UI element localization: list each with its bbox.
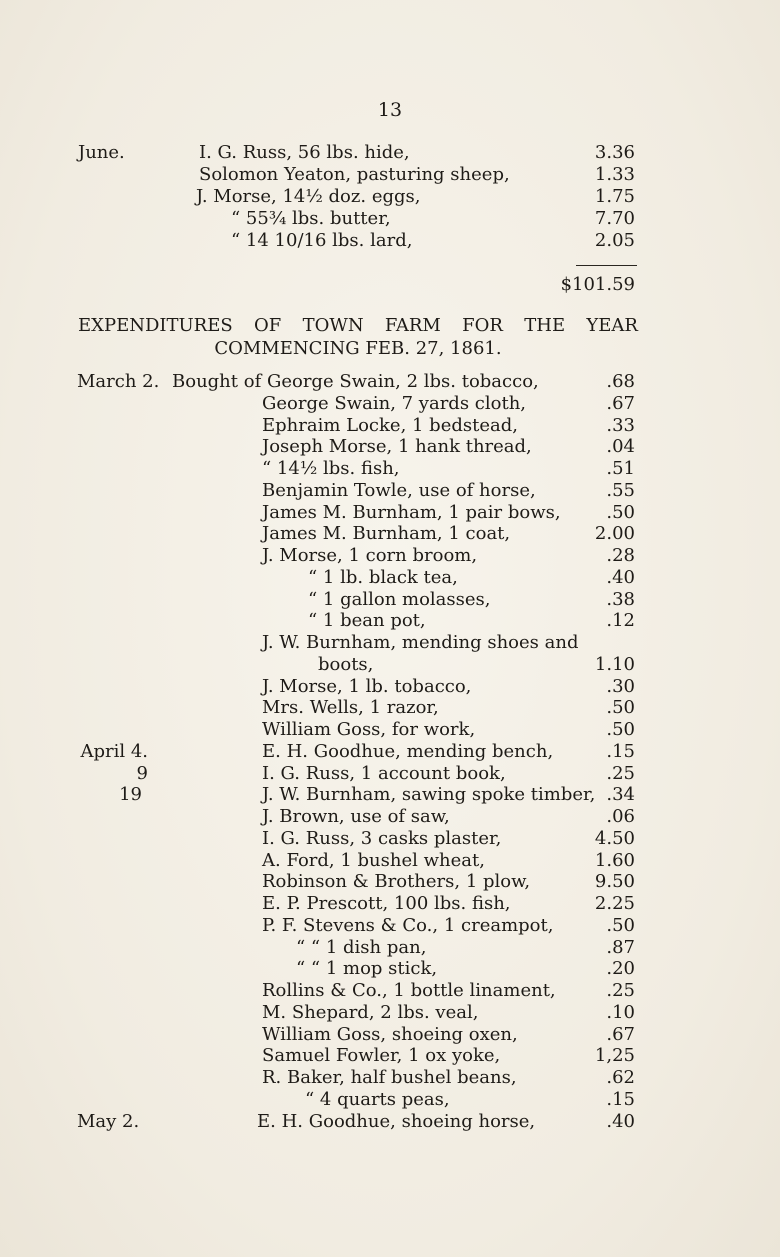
expenditure-text: M. Shepard, 2 lbs. veal,: [262, 1001, 479, 1023]
expenditure-row: [0, 610, 780, 632]
expenditure-row: [0, 1089, 780, 1111]
expenditure-row: [0, 958, 780, 980]
expenditure-row: [0, 393, 780, 415]
expenditure-row: [0, 545, 780, 567]
expenditure-date: 9: [136, 762, 148, 784]
income-row: [0, 164, 780, 186]
expenditure-text: Robinson & Brothers, 1 plow,: [262, 871, 531, 893]
income-text: I. G. Russ, 56 lbs. hide,: [199, 142, 410, 163]
expenditure-row: [0, 1024, 780, 1046]
expenditure-amount: .55: [606, 479, 635, 501]
income-row: [0, 186, 780, 208]
expenditure-amount: .25: [606, 980, 635, 1001]
expenditure-row: [0, 937, 780, 959]
expenditure-row: [0, 436, 780, 458]
expenditure-amount: .28: [606, 545, 635, 566]
expenditure-amount: .38: [606, 588, 635, 610]
expenditure-row: [0, 502, 780, 524]
income-amount: 1.33: [594, 164, 635, 185]
expenditure-row: [0, 480, 780, 502]
expenditure-row: [0, 632, 780, 654]
income-text: “ 14 10/16 lbs. lard,: [231, 230, 413, 251]
expenditure-text: J. W. Burnham, sawing spoke timber,: [262, 784, 596, 806]
expenditure-row: [0, 915, 780, 937]
income-total: $101.59: [560, 274, 635, 295]
expenditure-text: E. P. Prescott, 100 lbs. fish,: [262, 893, 511, 914]
expenditure-text: I. G. Russ, 3 casks plaster,: [262, 827, 502, 849]
expenditure-amount: .20: [606, 958, 635, 980]
income-text: J. Morse, 14½ doz. eggs,: [196, 186, 421, 207]
expenditure-row: [0, 654, 780, 676]
expenditure-text: James M. Burnham, 1 pair bows,: [262, 501, 561, 523]
expenditure-amount: .40: [606, 566, 635, 588]
expenditure-row: [0, 371, 780, 393]
expenditure-row: [0, 871, 780, 893]
expenditure-row: [0, 850, 780, 872]
expenditure-row: [0, 1045, 780, 1067]
expenditure-amount: 1.60: [594, 849, 635, 871]
expenditure-row: [0, 523, 780, 545]
income-row: [0, 208, 780, 230]
expenditure-row: [0, 458, 780, 480]
expenditure-date: 19: [119, 784, 142, 806]
expenditure-amount: .50: [606, 719, 635, 740]
expenditure-text: William Goss, shoeing oxen,: [262, 1023, 518, 1045]
expenditure-amount: .67: [606, 392, 635, 414]
expenditure-text: “ 14½ lbs. fish,: [262, 458, 400, 479]
expenditure-text: “ “ 1 dish pan,: [296, 936, 427, 958]
expenditure-amount: .62: [606, 1067, 635, 1088]
expenditure-text: Ephraim Locke, 1 bedstead,: [262, 414, 518, 436]
expenditure-amount: .25: [606, 762, 635, 784]
expenditure-text: Benjamin Towle, use of horse,: [262, 479, 536, 501]
expenditure-text: E. H. Goodhue, mending bench,: [262, 740, 554, 762]
expenditure-amount: .50: [606, 501, 635, 523]
expenditure-amount: .67: [606, 1023, 635, 1045]
expenditure-text: P. F. Stevens & Co., 1 creampot,: [262, 914, 554, 936]
expenditure-amount: 2.00: [594, 523, 635, 545]
expenditure-row: [0, 415, 780, 437]
expenditure-row: [0, 806, 780, 828]
income-total-row: [0, 274, 780, 296]
expenditure-amount: .30: [606, 675, 635, 697]
expenditure-row: [0, 1067, 780, 1089]
expenditure-text: Joseph Morse, 1 hank thread,: [262, 436, 532, 458]
expenditure-amount: 2.25: [594, 893, 635, 914]
expenditure-text: Samuel Fowler, 1 ox yoke,: [262, 1045, 501, 1067]
expenditure-row: [0, 697, 780, 719]
expenditure-amount: 4.50: [594, 827, 635, 849]
income-date: June.: [78, 142, 125, 163]
expenditure-text: E. H. Goodhue, shoeing horse,: [257, 1110, 536, 1132]
expenditure-text: George Swain, 7 yards cloth,: [262, 392, 527, 414]
expenditure-text: “ 1 bean pot,: [308, 610, 426, 632]
expenditure-text: R. Baker, half bushel beans,: [262, 1067, 517, 1088]
income-amount: 2.05: [594, 230, 635, 251]
expenditure-text: Bought of George Swain, 2 lbs. tobacco,: [172, 371, 539, 392]
expenditure-amount: .33: [606, 414, 635, 436]
expenditure-text: William Goss, for work,: [262, 719, 476, 740]
expenditure-date: March 2.: [77, 371, 160, 392]
expenditure-amount: .04: [606, 436, 635, 458]
expenditure-text: Rollins & Co., 1 bottle linament,: [262, 980, 556, 1001]
section-heading: EXPENDITURES OF TOWN FARM FOR THE YEAR: [78, 315, 638, 336]
income-text: “ 55¾ lbs. butter,: [231, 208, 391, 229]
expenditure-amount: .34: [606, 784, 635, 806]
expenditure-text: J. Morse, 1 lb. tobacco,: [262, 675, 472, 697]
expenditure-amount: 1.10: [594, 653, 635, 675]
expenditure-text: Mrs. Wells, 1 razor,: [262, 697, 439, 719]
expenditure-row: [0, 567, 780, 589]
expenditure-amount: .12: [606, 610, 635, 632]
expenditure-text: A. Ford, 1 bushel wheat,: [262, 849, 485, 871]
expenditure-text: J. W. Burnham, mending shoes and: [262, 632, 579, 653]
expenditure-row: [0, 719, 780, 741]
expenditure-text: J. Brown, use of saw,: [262, 806, 450, 827]
expenditure-amount: .50: [606, 914, 635, 936]
expenditure-text: I. G. Russ, 1 account book,: [262, 762, 506, 784]
expenditure-amount: .10: [606, 1001, 635, 1023]
expenditure-text: “ 1 gallon molasses,: [308, 588, 491, 610]
income-amount: 7.70: [594, 208, 635, 229]
expenditure-amount: .40: [606, 1110, 635, 1132]
expenditure-row: [0, 589, 780, 611]
expenditure-amount: 9.50: [594, 871, 635, 893]
expenditure-amount: .68: [606, 371, 635, 392]
expenditure-text: J. Morse, 1 corn broom,: [262, 545, 478, 566]
expenditure-row: [0, 1002, 780, 1024]
income-amount: 3.36: [594, 142, 635, 163]
expenditure-amount: .15: [606, 740, 635, 762]
section-subheading: COMMENCING FEB. 27, 1861.: [214, 338, 502, 359]
income-amount: 1.75: [594, 186, 635, 207]
expenditure-row: [0, 784, 780, 806]
expenditure-date: April 4.: [80, 740, 148, 762]
expenditure-row: [0, 1111, 780, 1133]
page-number: 13: [377, 99, 403, 121]
expenditure-amount: 1,25: [594, 1045, 635, 1067]
income-text: Solomon Yeaton, pasturing sheep,: [199, 164, 510, 185]
expenditure-row: [0, 763, 780, 785]
expenditure-row: [0, 893, 780, 915]
income-row: [0, 142, 780, 164]
expenditure-row: [0, 828, 780, 850]
income-row: [0, 230, 780, 252]
expenditure-amount: .06: [606, 806, 635, 827]
expenditure-amount: .51: [606, 458, 635, 479]
expenditure-text: “ 4 quarts peas,: [305, 1088, 450, 1110]
expenditure-text: “ 1 lb. black tea,: [308, 566, 458, 588]
expenditure-text: “ “ 1 mop stick,: [296, 958, 438, 980]
expenditure-row: [0, 676, 780, 698]
expenditure-text: boots,: [318, 653, 374, 675]
expenditure-date: May 2.: [77, 1110, 140, 1132]
expenditure-amount: .50: [606, 697, 635, 719]
total-rule: [576, 265, 637, 266]
expenditure-row: [0, 741, 780, 763]
expenditure-text: James M. Burnham, 1 coat,: [262, 523, 511, 545]
expenditure-amount: .15: [606, 1088, 635, 1110]
expenditure-amount: .87: [606, 936, 635, 958]
expenditure-row: [0, 980, 780, 1002]
